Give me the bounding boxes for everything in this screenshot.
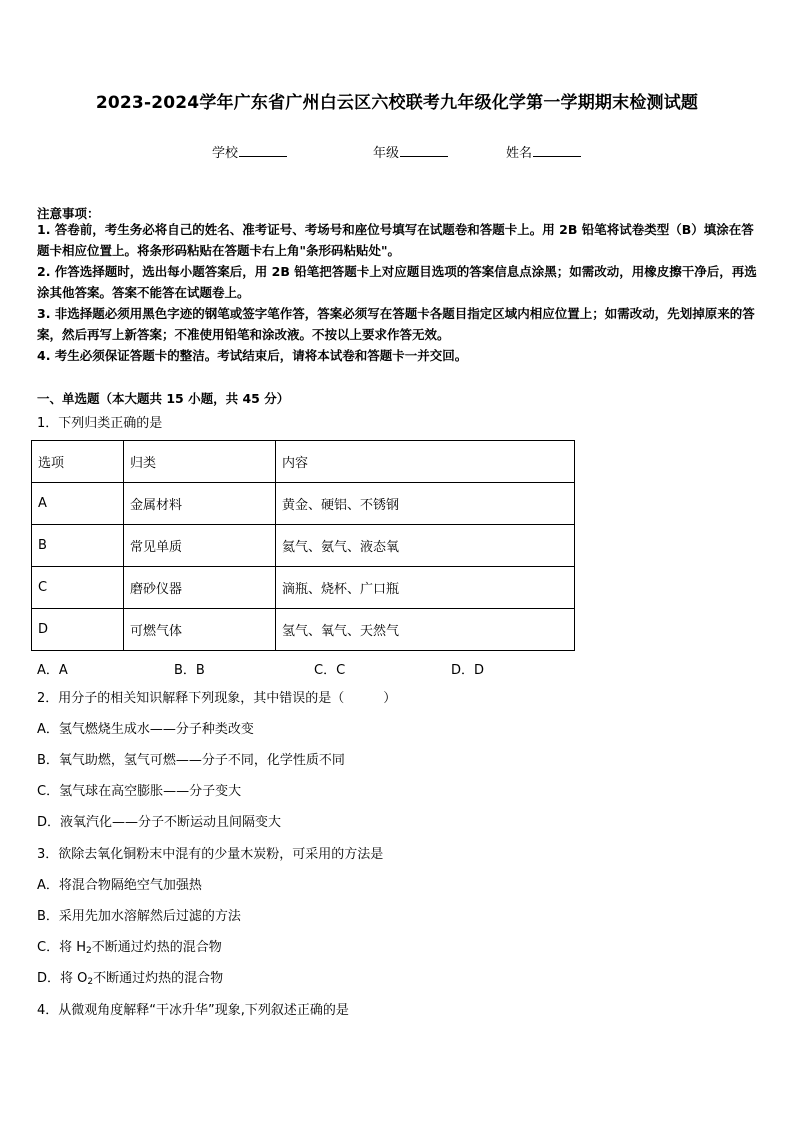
exam-title: 2023-2024学年广东省广州白云区六校联考九年级化学第一学期期末检测试题 [95, 93, 699, 113]
question-3-option-b: B．采用先加水溶解然后过滤的方法 [37, 909, 241, 924]
table-cell: 黄金、硬铝、不锈钢 [276, 483, 575, 525]
table-cell: C [32, 567, 124, 609]
question-2-option-d: D．液氧汽化——分子不断运动且间隔变大 [37, 815, 282, 830]
school-label: 学校 [212, 146, 239, 161]
option-a: A．A [37, 663, 68, 678]
question-2-option-a: A．氢气燃烧生成水——分子种类改变 [37, 722, 254, 737]
question-2-option-b: B．氧气助燃，氢气可燃——分子不同，化学性质不同 [37, 753, 345, 768]
table-header-cell: 内容 [276, 441, 575, 483]
name-label: 姓名 [506, 146, 533, 161]
table-header-cell: 选项 [32, 441, 124, 483]
grade-field [373, 142, 448, 161]
note-item-3: 3. 非选择题必须用黑色字迹的钢笔或签字笔作答，答案必须写在答题卡各题目指定区域内相应位置上；如需改动，先划掉原来的答案，然后再写上新答案；不准使用铅笔和涂改液。不按以上要求作答无效。 [37, 306, 755, 342]
school-field [212, 142, 287, 161]
question-1-stem: 1．下列归类正确的是 [37, 416, 163, 431]
table-cell: 磨砂仪器 [124, 567, 276, 609]
subscript-2: 2 [86, 946, 92, 956]
option-d: D．D [451, 663, 485, 678]
table-cell: 氢气、氧气、天然气 [276, 609, 575, 651]
name-blank [533, 144, 581, 157]
note-item-4: 4. 考生必须保证答题卡的整洁。考试结束后，请将本试卷和答题卡一并交回。 [37, 348, 468, 363]
table-cell: 金属材料 [124, 483, 276, 525]
classification-table [31, 440, 575, 651]
option-c-prefix: C．将 H [37, 940, 86, 955]
note-item-1: 1. 答卷前，考生务必将自己的姓名、准考证号、考场号和座位号填写在试题卷和答题卡上。用 2B 铅笔将试卷类型（B）填涂在答题卡相应位置上。将条形码粘贴在答题卡右上角"条形码粘贴处"。 [37, 222, 754, 258]
grade-blank [400, 144, 448, 157]
table-cell: A [32, 483, 124, 525]
name-field [506, 142, 581, 161]
school-blank [239, 144, 287, 157]
table-header-row [32, 441, 575, 483]
table-row [32, 525, 575, 567]
notes-heading: 注意事项： [37, 206, 100, 221]
option-b: B．B [174, 663, 205, 678]
table-cell: 可燃气体 [124, 609, 276, 651]
question-2-option-c: C．氢气球在高空膨胀——分子变大 [37, 784, 242, 799]
subscript-2: 2 [87, 977, 94, 987]
table-header-cell: 归类 [124, 441, 276, 483]
question-3-stem: 3．欲除去氧化铜粉末中混有的少量木炭粉，可采用的方法是 [37, 847, 384, 862]
question-2-stem: 2．用分子的相关知识解释下列现象，其中错误的是（ ） [37, 691, 397, 706]
option-c: C．C [314, 663, 346, 678]
question-3-option-d [37, 970, 223, 991]
section-heading: 一、单选题（本大题共 15 小题，共 45 分） [37, 391, 290, 406]
option-d-prefix: D．将 O [37, 971, 88, 986]
question-4-stem: 4．从微观角度解释“干冰升华”现象,下列叙述正确的是 [37, 1003, 349, 1018]
table-cell: 常见单质 [124, 525, 276, 567]
question-3-option-c [37, 939, 222, 960]
table-cell: 氦气、氨气、液态氧 [276, 525, 575, 567]
option-c-suffix: 不断通过灼热的混合物 [91, 940, 222, 955]
table-row [32, 609, 575, 651]
option-d-suffix: 不断通过灼热的混合物 [93, 971, 224, 986]
question-3-option-a: A．将混合物隔绝空气加强热 [37, 878, 202, 893]
table-cell: 滴瓶、烧杯、广口瓶 [276, 567, 575, 609]
table-cell: B [32, 525, 124, 567]
note-item-2: 2. 作答选择题时，选出每小题答案后，用 2B 铅笔把答题卡上对应题目选项的答案信息点涂黑；如需改动，用橡皮擦干净后，再选涂其他答案。答案不能答在试题卷上。 [37, 264, 757, 300]
table-cell: D [32, 609, 124, 651]
table-row [32, 483, 575, 525]
table-row [32, 567, 575, 609]
grade-label: 年级 [373, 146, 400, 161]
